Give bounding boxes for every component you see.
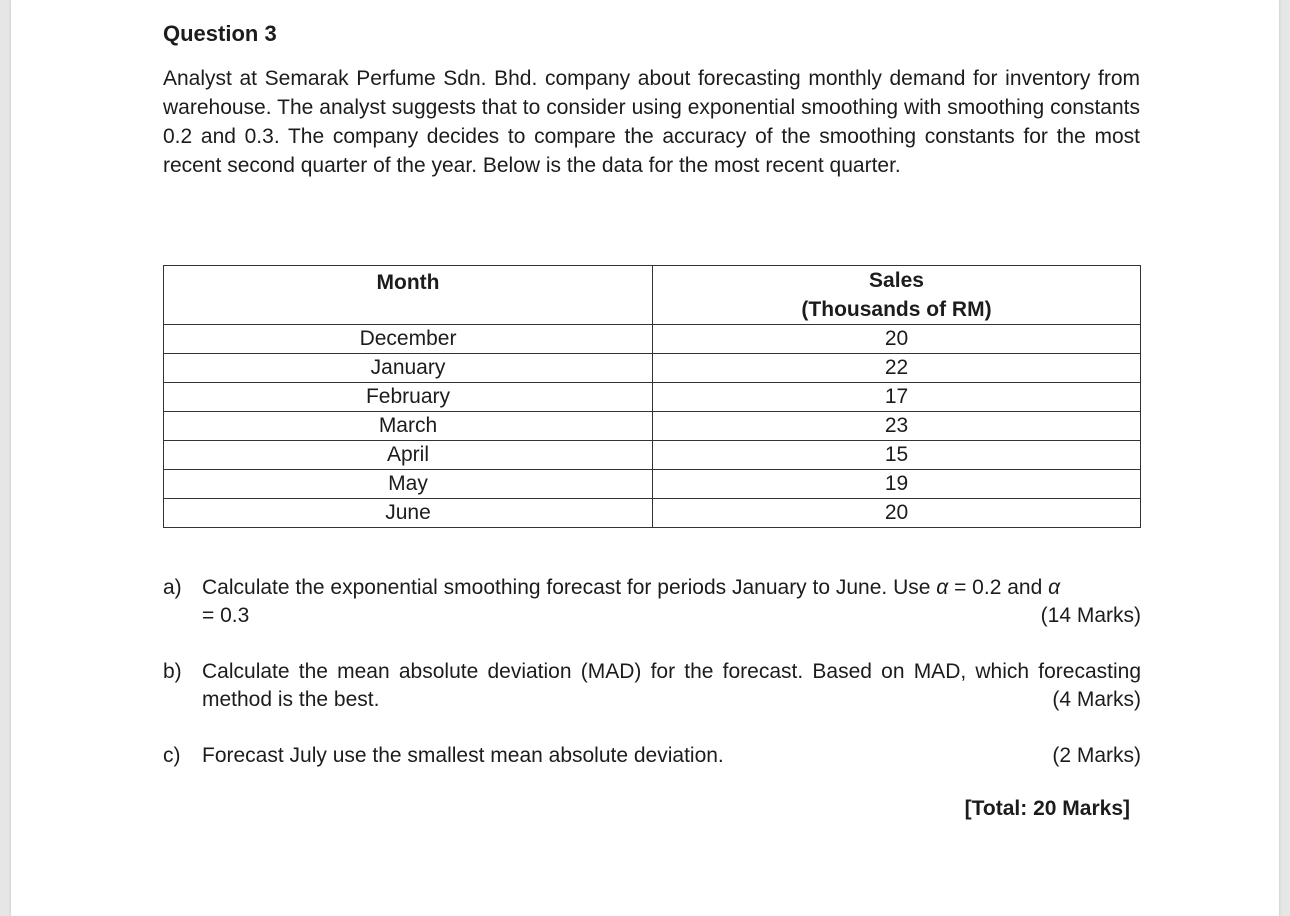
table-row [164, 499, 1141, 528]
sales-cell: 20 [653, 325, 1141, 354]
question-a-text-part2: = 0.2 and [948, 576, 1049, 599]
month-cell: May [164, 470, 653, 499]
table-row [164, 354, 1141, 383]
sales-cell: 19 [653, 470, 1141, 499]
question-a [163, 574, 1141, 630]
document-page [11, 0, 1279, 916]
month-cell: March [164, 412, 653, 441]
question-a-marks: (14 Marks) [1040, 604, 1141, 627]
question-a-text-part1: Calculate the exponential smoothing forecast for periods January to June. Use [202, 576, 937, 599]
question-c-label: c) [163, 744, 181, 767]
question-a-text-part3: = 0.3 [202, 604, 250, 627]
month-cell: January [164, 354, 653, 383]
sales-cell: 23 [653, 412, 1141, 441]
question-c-marks: (2 Marks) [1052, 744, 1141, 767]
month-cell: June [164, 499, 653, 528]
question-a-text [202, 574, 1141, 630]
sales-cell: 22 [653, 354, 1141, 383]
sales-cell: 17 [653, 383, 1141, 412]
sales-cell: 20 [653, 499, 1141, 528]
question-b-text: Calculate the mean absolute deviation (MAD) for the forecast. Based on MAD, which forecasting method is the best. [202, 660, 1141, 711]
header-sales-unit: (Thousands of RM) [801, 298, 992, 321]
question-c [163, 742, 1141, 770]
month-cell: April [164, 441, 653, 470]
question-b [163, 658, 1141, 714]
table-row [164, 412, 1141, 441]
question-a-label: a) [163, 576, 182, 599]
question-b-marks: (4 Marks) [1052, 688, 1141, 711]
table-header-row [164, 266, 1141, 325]
question-c-text: Forecast July use the smallest mean absolute deviation. [202, 744, 724, 767]
table-row [164, 383, 1141, 412]
sales-cell: 15 [653, 441, 1141, 470]
total-marks: [Total: 20 Marks] [964, 797, 1130, 820]
month-cell: December [164, 325, 653, 354]
table-row [164, 441, 1141, 470]
header-sales [653, 266, 1141, 325]
question-title: Question 3 [163, 21, 277, 46]
header-month: Month [164, 266, 653, 325]
sales-table [163, 265, 1141, 528]
month-cell: February [164, 383, 653, 412]
header-sales-title: Sales [869, 269, 924, 292]
alpha-symbol: α [936, 576, 949, 599]
table-row [164, 325, 1141, 354]
sub-questions [163, 574, 1141, 770]
intro-paragraph: Analyst at Semarak Perfume Sdn. Bhd. company about forecasting monthly demand for inventory from warehouse. The analyst suggests that to consider using exponential smoothing with smoothing constants 0.2 and 0.3. The company decides to compare the accuracy of the smoothing constants for the most recent second quarter of the year. Below is the data for the most recent quarter. [163, 67, 1140, 177]
question-b-label: b) [163, 660, 182, 683]
table-row [164, 470, 1141, 499]
alpha-symbol: α [1048, 576, 1061, 599]
